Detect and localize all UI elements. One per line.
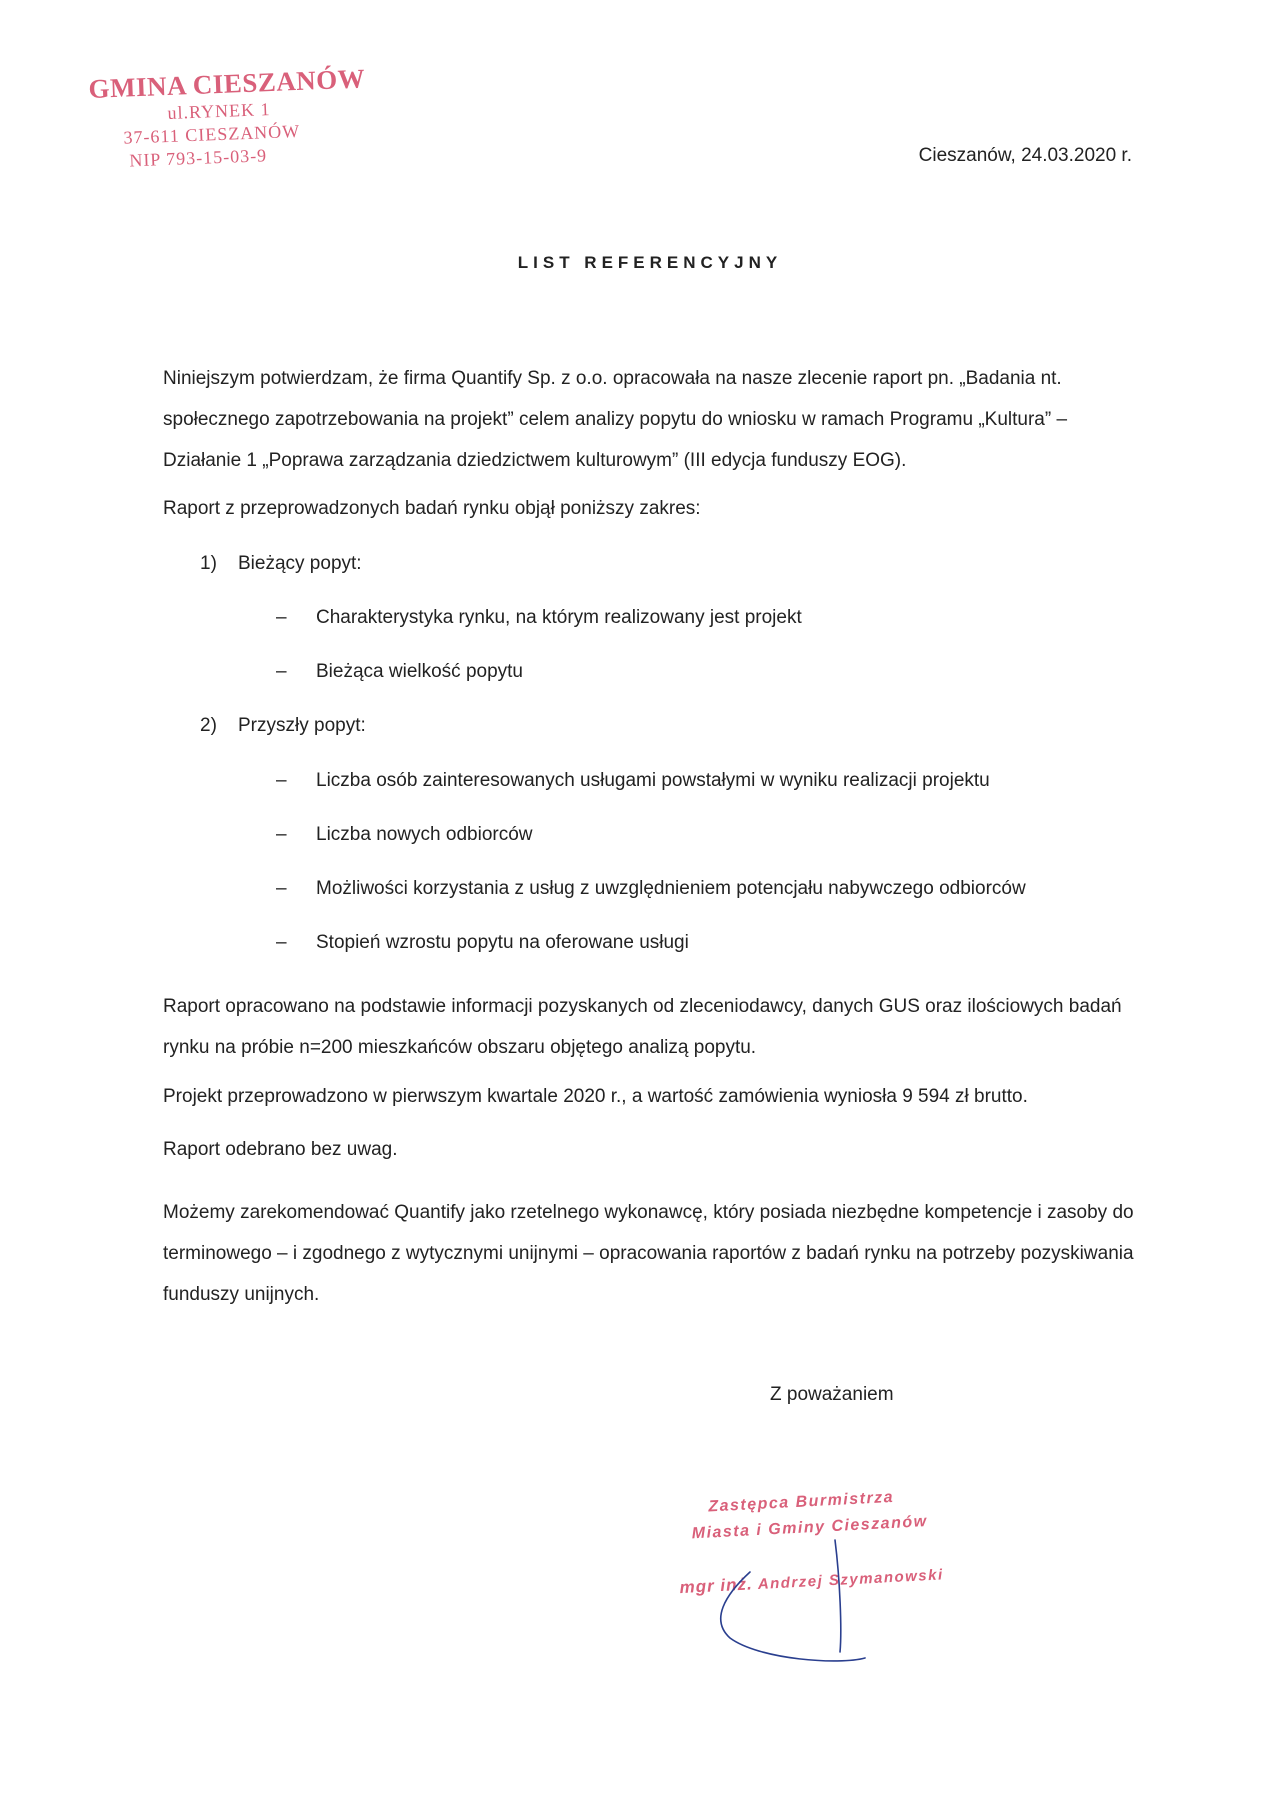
letter-date: Cieszanów, 24.03.2020 r. (918, 145, 1132, 166)
closing-salutation: Z poważaniem (770, 1384, 894, 1405)
list-item-text: Liczba osób zainteresowanych usługami powstałymi w wyniku realizacji projektu (316, 770, 990, 791)
list-item-text: Stopień wzrostu popytu na oferowane usługi (316, 932, 689, 953)
list-item-text: Liczba nowych odbiorców (316, 824, 533, 845)
municipality-stamp (88, 63, 382, 174)
paragraph-project-value: Projekt przeprowadzono w pierwszym kwartale 2020 r., a wartość zamówienia wyniosła 9 594 zł brutto. (163, 1086, 1028, 1107)
paragraph-acceptance: Raport odebrano bez uwag. (163, 1139, 398, 1160)
scope-heading-current-demand (200, 553, 362, 575)
list-item-text: Bieżąca wielkość popytu (316, 661, 523, 682)
signature-stamp (679, 1484, 980, 1598)
paragraph-methodology: Raport opracowano na podstawie informacji pozyskanych od zleceniodawcy, danych GUS oraz ilościowych badań rynku na próbie n=200 mieszkańców obszaru objętego analizą popytu. (163, 996, 1122, 1058)
scope-number: 2) (200, 715, 217, 736)
stamp-line-4: NIP 793-15-03-9 (128, 145, 268, 171)
signature-stamp-office: Miasta i Gminy Cieszanów (691, 1513, 928, 1543)
dash-bullet: – (276, 932, 287, 953)
dash-bullet: – (276, 607, 287, 628)
paragraph-recommendation: Możemy zarekomendować Quantify jako rzetelnego wykonawcę, który posiada niezbędne kompetencje i zasoby do terminowego – i zgodnego z wytycznymi unijnymi – opracowania raportów z badań rynku na potrzeby pozyskiwania funduszy unijnych. (163, 1202, 1134, 1305)
scope-heading-future-demand (200, 715, 366, 737)
list-item-text: Charakterystyka rynku, na którym realizowany jest projekt (316, 607, 802, 628)
stamp-line-3: 37-611 CIESZANÓW (123, 120, 301, 148)
dash-bullet: – (276, 661, 287, 682)
signature-stamp-title: mgr inż. (679, 1574, 754, 1598)
stamp-line-1: GMINA CIESZANÓW (88, 63, 366, 104)
scope-label: Przyszły popyt: (238, 715, 366, 736)
handwritten-signature (690, 1520, 990, 1670)
signature-stamp-name: Andrzej Szymanowski (757, 1566, 945, 1594)
letter-title: LIST REFERENCYJNY (517, 253, 783, 272)
paragraph-intro: Niniejszym potwierdzam, że firma Quantify Sp. z o.o. opracowała na nasze zlecenie raport pn. „Badania nt. społecznego zapotrzebowania na projekt” celem analizy popytu do wniosku w ramach Programu „Kultura” – Działanie 1 „Poprawa zarządzania dziedzictwem kulturowym” (III edycja funduszy EOG). (163, 368, 1068, 471)
dash-bullet: – (276, 878, 287, 899)
signature-stamp-position: Zastępca Burmistrza (707, 1488, 895, 1516)
scope-number: 1) (200, 553, 217, 574)
dash-bullet: – (276, 770, 287, 791)
scope-label: Bieżący popyt: (238, 553, 362, 574)
stamp-line-2: ul.RYNEK 1 (167, 99, 271, 123)
dash-bullet: – (276, 824, 287, 845)
paragraph-scope-intro: Raport z przeprowadzonych badań rynku objął poniższy zakres: (163, 498, 701, 519)
list-item-text: Możliwości korzystania z usług z uwzględnieniem potencjału nabywczego odbiorców (316, 878, 1026, 899)
